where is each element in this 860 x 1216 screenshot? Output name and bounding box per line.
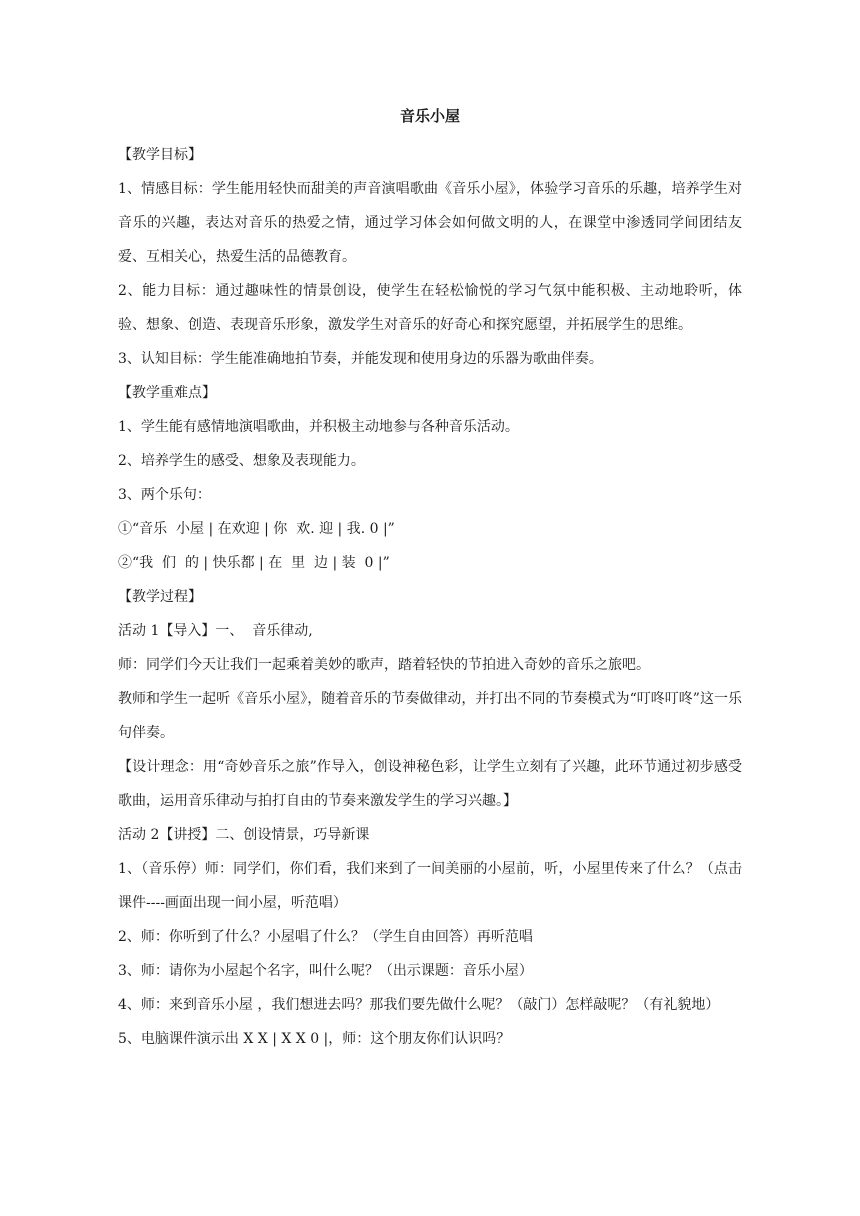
design-note: 【设计理念：用“奇妙音乐之旅”作导入，创设神秘色彩，让学生立刻有了兴趣，此环节通过初步感受歌曲，运用音乐律动与拍打自由的节奏来激发学生的学习兴趣。】 (118, 759, 742, 809)
document-page (118, 104, 742, 1056)
activity-1-heading: 活动 1【导入】一、 音乐律动, (118, 623, 313, 639)
heading-objectives: 【教学目标】 (118, 147, 202, 163)
paragraph: 3、认知目标：学生能准确地拍节奏，并能发现和使用身边的乐器为歌曲伴奏。 (118, 351, 603, 367)
paragraph: 1、学生能有感情地演唱歌曲，并积极主动地参与各种音乐活动。 (118, 419, 519, 435)
heading-process: 【教学过程】 (118, 589, 202, 605)
paragraph: 1、情感目标：学生能用轻快而甜美的声音演唱歌曲《音乐小屋》，体验学习音乐的乐趣，培养学生对音乐的兴趣，表达对音乐的热爱之情，通过学习体会如何做文明的人，在课堂中渗透同学间团结友爱、互相关心，热爱生活的品德教育。 (118, 181, 742, 265)
paragraph: 3、师：请你为小屋起个名字，叫什么呢？（出示课题：音乐小屋） (118, 963, 533, 979)
phrase-line-2: ②“我 们 的 | 快乐都 | 在 里 边 | 装 0 |” (118, 555, 390, 571)
heading-key-points: 【教学重难点】 (118, 385, 216, 401)
paragraph: 5、电脑课件演示出 X X | X X 0 |，师：这个朋友你们认识吗？ (118, 1031, 511, 1047)
activity-2-heading: 活动 2【讲授】二、创设情景，巧导新课 (118, 827, 370, 843)
paragraph: 教师和学生一起听《音乐小屋》，随着音乐的节奏做律动，并打出不同的节奏模式为“叮咚叮咚”这一乐句伴奏。 (118, 691, 742, 741)
paragraph: 2、培养学生的感受、想象及表现能力。 (118, 453, 365, 469)
paragraph: 2、师：你听到了什么？小屋唱了什么？（学生自由回答）再听范唱 (118, 929, 533, 945)
paragraph: 师：同学们今天让我们一起乘着美妙的歌声，踏着轻快的节拍进入奇妙的音乐之旅吧。 (118, 657, 650, 673)
document-title: 音乐小屋 (399, 107, 460, 125)
paragraph: 1、（音乐停）师：同学们，你们看，我们来到了一间美丽的小屋前，听，小屋里传来了什么？（点击课件----画面出现一间小屋，听范唱） (118, 861, 742, 911)
phrase-line-1: ①“音乐 小屋 | 在欢迎 | 你 欢. 迎 | 我. 0 |” (118, 521, 395, 537)
paragraph: 2、能力目标：通过趣味性的情景创设，使学生在轻松愉悦的学习气氛中能积极、主动地聆听，体验、想象、创造、表现音乐形象，激发学生对音乐的好奇心和探究愿望，并拓展学生的思维。 (118, 283, 742, 333)
paragraph: 3、两个乐句： (118, 487, 211, 503)
paragraph: 4、师：来到音乐小屋 ，我们想进去吗？那我们要先做什么呢？（敲门）怎样敲呢？（有礼貌地） (118, 997, 720, 1013)
